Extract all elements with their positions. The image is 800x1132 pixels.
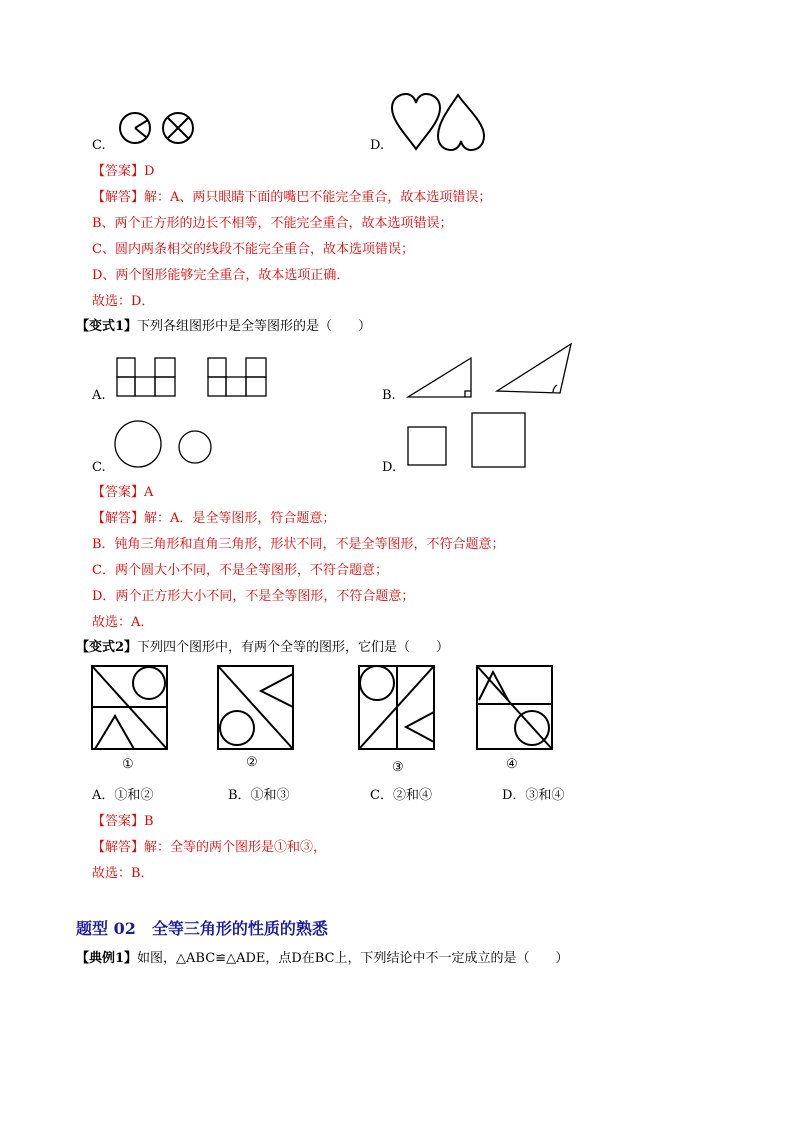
prev-analysis-line: B、两个正方形的边长不相等，不能完全重合，故本选项错误； xyxy=(92,216,453,231)
variant2-choice-b: B．①和③ xyxy=(228,788,290,803)
variant2-analysis-line: 故选：B． xyxy=(92,866,154,881)
variant2-figure-2 xyxy=(216,664,296,752)
variant2-choice-a: A．①和② xyxy=(92,788,154,803)
variant1-text: 下列各组图形中是全等图形的是（ ） xyxy=(137,319,372,334)
variant1-option-d-label: D. xyxy=(382,460,397,475)
variant2-figure-4 xyxy=(475,664,555,752)
variant2-analysis-line: 【解答】解：全等的两个图形是①和③， xyxy=(92,840,327,855)
section-heading: 题型 02 全等三角形的性质的熟悉 xyxy=(76,919,328,938)
prev-analysis-line: 故选：D． xyxy=(92,294,155,309)
variant1-option-b-figure xyxy=(405,340,585,402)
variant2-text: 下列四个图形中，有两个全等的图形，它们是（ ） xyxy=(137,640,450,655)
variant2-figure-label-1: ① xyxy=(122,757,134,772)
variant2-choice-d: D．③和④ xyxy=(502,788,565,803)
variant2-figure-label-4: ④ xyxy=(506,757,518,772)
variant2-answer: 【答案】B xyxy=(92,814,154,829)
variant1-analysis-line: 故选：A． xyxy=(92,615,154,630)
example1-question xyxy=(76,951,569,967)
prev-answer: 【答案】D xyxy=(92,164,155,179)
option-d-label: D. xyxy=(370,138,385,153)
variant1-analysis-line: C．两个圆大小不同，不是全等图形，不符合题意； xyxy=(92,563,388,578)
prev-analysis-line: 【解答】解：A、两只眼睛下面的嘴巴不能完全重合，故本选项错误； xyxy=(92,190,492,205)
example1-text: 如图，△ABC≌△ADE，点D在BC上，下列结论中不一定成立的是（ ） xyxy=(137,951,569,966)
variant2-choice-c: C．②和④ xyxy=(370,788,432,803)
option-d-figure xyxy=(388,92,488,152)
example1-title: 【典例1】 xyxy=(76,951,138,966)
variant1-analysis-line: B．钝角三角形和直角三角形，形状不同，不是全等图形，不符合题意； xyxy=(92,537,505,552)
variant1-option-b-label: B. xyxy=(382,388,396,403)
variant1-analysis-line: D．两个正方形大小不同，不是全等图形，不符合题意； xyxy=(92,589,415,604)
variant1-title: 【变式1】 xyxy=(76,319,138,334)
variant1-option-d-figure xyxy=(405,410,535,470)
variant2-question xyxy=(76,640,449,656)
option-c-label: C. xyxy=(92,138,106,153)
variant1-question xyxy=(76,319,371,335)
variant2-figure-1 xyxy=(90,664,170,752)
variant2-figure-label-3: ③ xyxy=(392,760,404,775)
variant1-analysis-line: 【解答】解：A．是全等图形，符合题意； xyxy=(92,511,336,526)
variant2-figure-label-2: ② xyxy=(246,755,258,770)
prev-analysis-line: D、两个图形能够完全重合，故本选项正确． xyxy=(92,268,350,283)
variant2-figure-3 xyxy=(357,664,437,752)
variant2-title: 【变式2】 xyxy=(76,640,138,655)
variant1-option-a-figure xyxy=(115,356,275,401)
variant1-answer: 【答案】A xyxy=(92,485,154,500)
option-c-figure xyxy=(118,108,198,148)
prev-analysis-line: C、圆内两条相交的线段不能完全重合，故本选项错误； xyxy=(92,242,414,257)
variant1-option-c-figure xyxy=(112,418,222,470)
variant1-option-c-label: C. xyxy=(92,460,106,475)
variant1-option-a-label: A. xyxy=(92,388,106,403)
